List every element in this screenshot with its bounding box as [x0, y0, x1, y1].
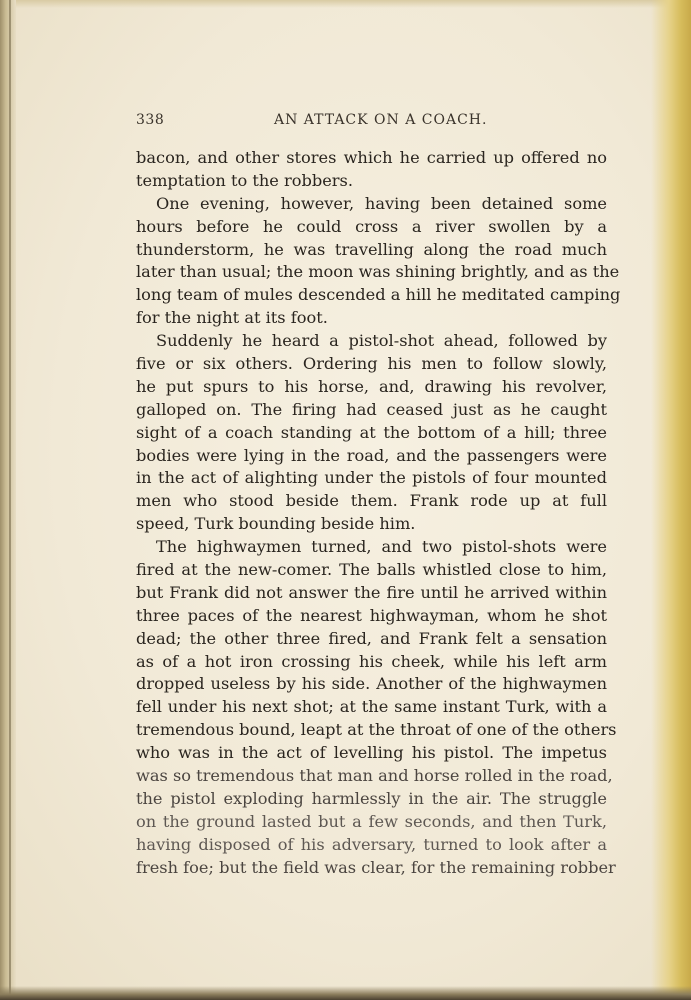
text-line: the pistol exploding harmlessly in the air. The struggle [136, 788, 607, 808]
text-line: temptation to the robbers. [136, 170, 353, 190]
text-line: he put spurs to his horse, and, drawing his revolver, [136, 376, 607, 396]
text-line: tremendous bound, leapt at the throat of one of the others [136, 720, 617, 740]
text-line: fired at the new-comer. The balls whistled close to him, [136, 560, 607, 580]
text-line: hours before he could cross a river swollen by a [136, 216, 607, 236]
text-line: five or six others. Ordering his men to follow slowly, [136, 354, 607, 374]
text-line: speed, Turk bounding beside him. [136, 514, 416, 534]
text-line: later than usual; the moon was shining brightly, and as the [136, 262, 620, 282]
text-line: bodies were lying in the road, and the passengers were [136, 445, 607, 465]
text-line: sight of a coach standing at the bottom of a hill; three [136, 422, 607, 442]
text-line: in the act of alighting under the pistols of four mounted [136, 468, 607, 488]
text-line: men who stood beside them. Frank rode up at full [136, 491, 607, 511]
text-line: bacon, and other stores which he carried up offered no [136, 148, 607, 167]
page-top-shadow [0, 0, 691, 8]
text-line: three paces of the nearest highwayman, whom he shot [136, 605, 607, 625]
body-text [136, 147, 621, 880]
text-line: for the night at its foot. [136, 308, 328, 328]
text-line: One evening, however, having been detained some [156, 193, 607, 213]
text-line: who was in the act of levelling his pistol. The impetus [136, 743, 607, 763]
text-line: galloped on. The firing had ceased just as he caught [136, 399, 607, 419]
text-line: dropped useless by his side. Another of the highwaymen [136, 674, 607, 694]
running-head [136, 112, 606, 134]
text-line: dead; the other three fired, and Frank felt a sensation [136, 628, 607, 648]
text-line: but Frank did not answer the fire until he arrived within [136, 582, 607, 602]
text-line: The highwaymen turned, and two pistol-shots were [156, 537, 607, 557]
text-line: long team of mules descended a hill he meditated camping [136, 285, 621, 305]
text-line: Suddenly he heard a pistol-shot ahead, followed by [156, 331, 607, 351]
text-line: thunderstorm, he was travelling along the road much [136, 239, 607, 259]
chapter-title: AN ATTACK ON A COACH. [274, 112, 488, 128]
text-line: on the ground lasted but a few seconds, and then Turk, [136, 811, 607, 831]
page-bottom-shadow [0, 986, 691, 1000]
text-line: as of a hot iron crossing his cheek, while his left arm [136, 651, 607, 671]
text-line: was so tremendous that man and horse rolled in the road, [136, 766, 613, 786]
text-line: having disposed of his adversary, turned to look after a [136, 834, 607, 854]
page-number: 338 [136, 112, 165, 128]
page-edge-stain [651, 0, 691, 1000]
text-line: fell under his next shot; at the same instant Turk, with a [136, 697, 607, 717]
page-gutter-shadow [0, 0, 16, 1000]
text-line: fresh foe; but the field was clear, for the remaining robber [136, 857, 616, 877]
page-gutter-line [9, 0, 11, 1000]
